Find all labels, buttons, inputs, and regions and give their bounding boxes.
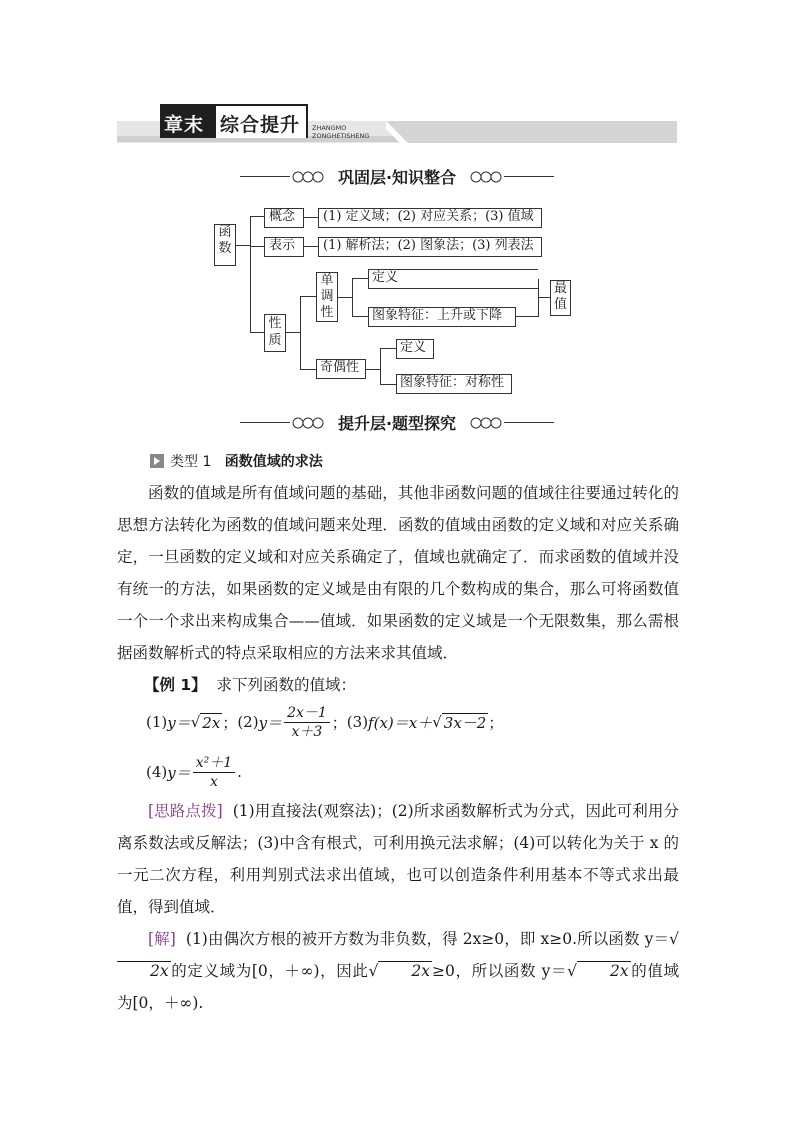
item-3-radicand: 3x－2 bbox=[443, 713, 487, 732]
solution-paragraph bbox=[117, 923, 679, 1019]
play-triangle-icon bbox=[150, 454, 164, 468]
section-header-consolidate bbox=[240, 165, 554, 189]
radical-sign: √ bbox=[368, 962, 379, 980]
solution-part-1: (1)由偶次方根的被开方数为非负数，得 2x≥0，即 x≥0.所以函数 y＝ bbox=[185, 930, 670, 948]
ring-ornament-icon bbox=[470, 169, 502, 185]
hint-tag: [思路点拨] bbox=[148, 802, 223, 820]
map-node-representation-content: (1) 解析法；(2) 图象法；(3) 列表法 bbox=[318, 237, 542, 257]
chapter-tag-light-text: 综合提升 bbox=[220, 114, 301, 136]
example-prompt: 求下列函数的值域： bbox=[216, 676, 357, 694]
item-4-lhs: y＝ bbox=[167, 763, 191, 782]
item-1-label: (1) bbox=[146, 713, 168, 731]
separator: ； bbox=[331, 713, 347, 732]
item-4-fraction bbox=[193, 754, 235, 791]
solution-part-3: ≥0，所以函数 y＝ bbox=[432, 962, 568, 980]
item-2-fraction bbox=[284, 704, 330, 741]
item-4-denominator: x bbox=[209, 773, 218, 790]
type-heading bbox=[150, 451, 323, 471]
radical-sign: √ bbox=[432, 713, 442, 731]
chapter-tag-dark bbox=[160, 104, 216, 138]
map-root-function: 函数 bbox=[214, 224, 236, 266]
map-node-monotonic: 单调性 bbox=[316, 272, 338, 322]
section-header-improve bbox=[240, 411, 554, 435]
radical-sign: √ bbox=[190, 713, 201, 731]
map-node-concept-content: (1) 定义域；(2) 对应关系；(3) 值域 bbox=[318, 208, 542, 228]
item-2-lhs: y＝ bbox=[258, 713, 283, 732]
item-1-radicand: 2x bbox=[202, 713, 221, 732]
item-2-numerator: 2x－1 bbox=[284, 704, 330, 723]
map-node-parity-definition: 定义 bbox=[396, 339, 434, 359]
item-3-lhs: f(x)＝x＋ bbox=[368, 713, 433, 732]
solution-part-4: 的值域为[0，＋∞). bbox=[117, 962, 679, 1012]
solution-part-2: 的定义域为[0，＋∞)，因此 bbox=[170, 962, 369, 980]
banner-pinyin-line-2: ZONGHETISHENG bbox=[312, 132, 370, 140]
solution-tag: [解] bbox=[148, 930, 176, 948]
map-node-concept: 概念 bbox=[264, 208, 304, 228]
solution-radicand: 2x bbox=[577, 961, 631, 980]
hint-text: (1)用直接法(观察法)；(2)所求函数解析式为分式，因此可利用分离系数法或反解法；(3)中含有根式，可利用换元法求解；(4)可以转化为关于 x 的一元二次方程，利用判别式法求出值域，也可以创造条件利用基本不等式求出最值，得到值域． bbox=[117, 802, 679, 916]
item-1-lhs: y＝ bbox=[167, 713, 191, 732]
map-node-extremum: 最值 bbox=[550, 280, 571, 316]
separator: ； bbox=[222, 713, 238, 732]
ring-ornament-icon bbox=[292, 169, 324, 185]
radical-sign: √ bbox=[669, 930, 679, 948]
item-2-label: (2) bbox=[237, 713, 259, 731]
map-node-property: 性质 bbox=[264, 314, 286, 352]
example-tag: 【例 1】 bbox=[144, 676, 207, 694]
radical-sign: √ bbox=[567, 962, 578, 980]
solution-radicand: 2x bbox=[378, 961, 432, 980]
example-1-items-line-2 bbox=[146, 750, 242, 794]
solution-radicand: 2x bbox=[117, 961, 171, 980]
item-2-denominator: x＋3 bbox=[291, 723, 323, 740]
section-title: 巩固层·知识整合 bbox=[337, 168, 457, 187]
map-node-parity-graph: 图象特征：对称性 bbox=[396, 374, 512, 394]
banner-pinyin-line-1: ZHANGMO bbox=[312, 124, 347, 132]
type-label: 类型 1 bbox=[170, 454, 212, 470]
map-node-monotonic-definition: 定义 bbox=[368, 269, 538, 289]
item-4-end: . bbox=[237, 763, 242, 781]
chapter-tag-dark-text: 章末 bbox=[164, 114, 205, 136]
hint-paragraph bbox=[117, 795, 679, 923]
type-title: 函数值域的求法 bbox=[224, 454, 323, 470]
intro-paragraph: 函数的值域是所有值域问题的基础，其他非函数问题的值域往往要通过转化的思想方法转化为函数的值域问题来处理．函数的值域由函数的定义域和对应关系确定，一旦函数的定义域和对应关系确定了，值域也就确定了．而求函数的值域并没有统一的方法，如果函数的定义域是由有限的几个数构成的集合，那么可将函数值一个一个求出来构成集合——值域．如果函数的定义域是一个无限数集，那么需根据函数解析式的特点采取相应的方法来求其值域． bbox=[117, 484, 679, 662]
chapter-tag-light bbox=[216, 104, 308, 138]
item-4-label: (4) bbox=[146, 763, 168, 781]
ring-ornament-icon bbox=[292, 415, 324, 431]
example-1-items-line-1 bbox=[146, 700, 503, 744]
banner-arrow-shape bbox=[386, 121, 677, 143]
item-3-label: (3) bbox=[346, 713, 369, 731]
example-1-prompt bbox=[117, 669, 679, 701]
ring-ornament-icon bbox=[470, 415, 502, 431]
map-node-parity: 奇偶性 bbox=[316, 359, 366, 379]
separator: ； bbox=[488, 713, 504, 732]
banner-pinyin bbox=[312, 124, 369, 140]
section-title: 提升层·题型探究 bbox=[337, 414, 457, 433]
map-node-representation: 表示 bbox=[264, 237, 304, 257]
map-node-monotonic-graph: 图象特征：上升或下降 bbox=[368, 307, 516, 327]
item-4-numerator: x²＋1 bbox=[193, 754, 235, 773]
